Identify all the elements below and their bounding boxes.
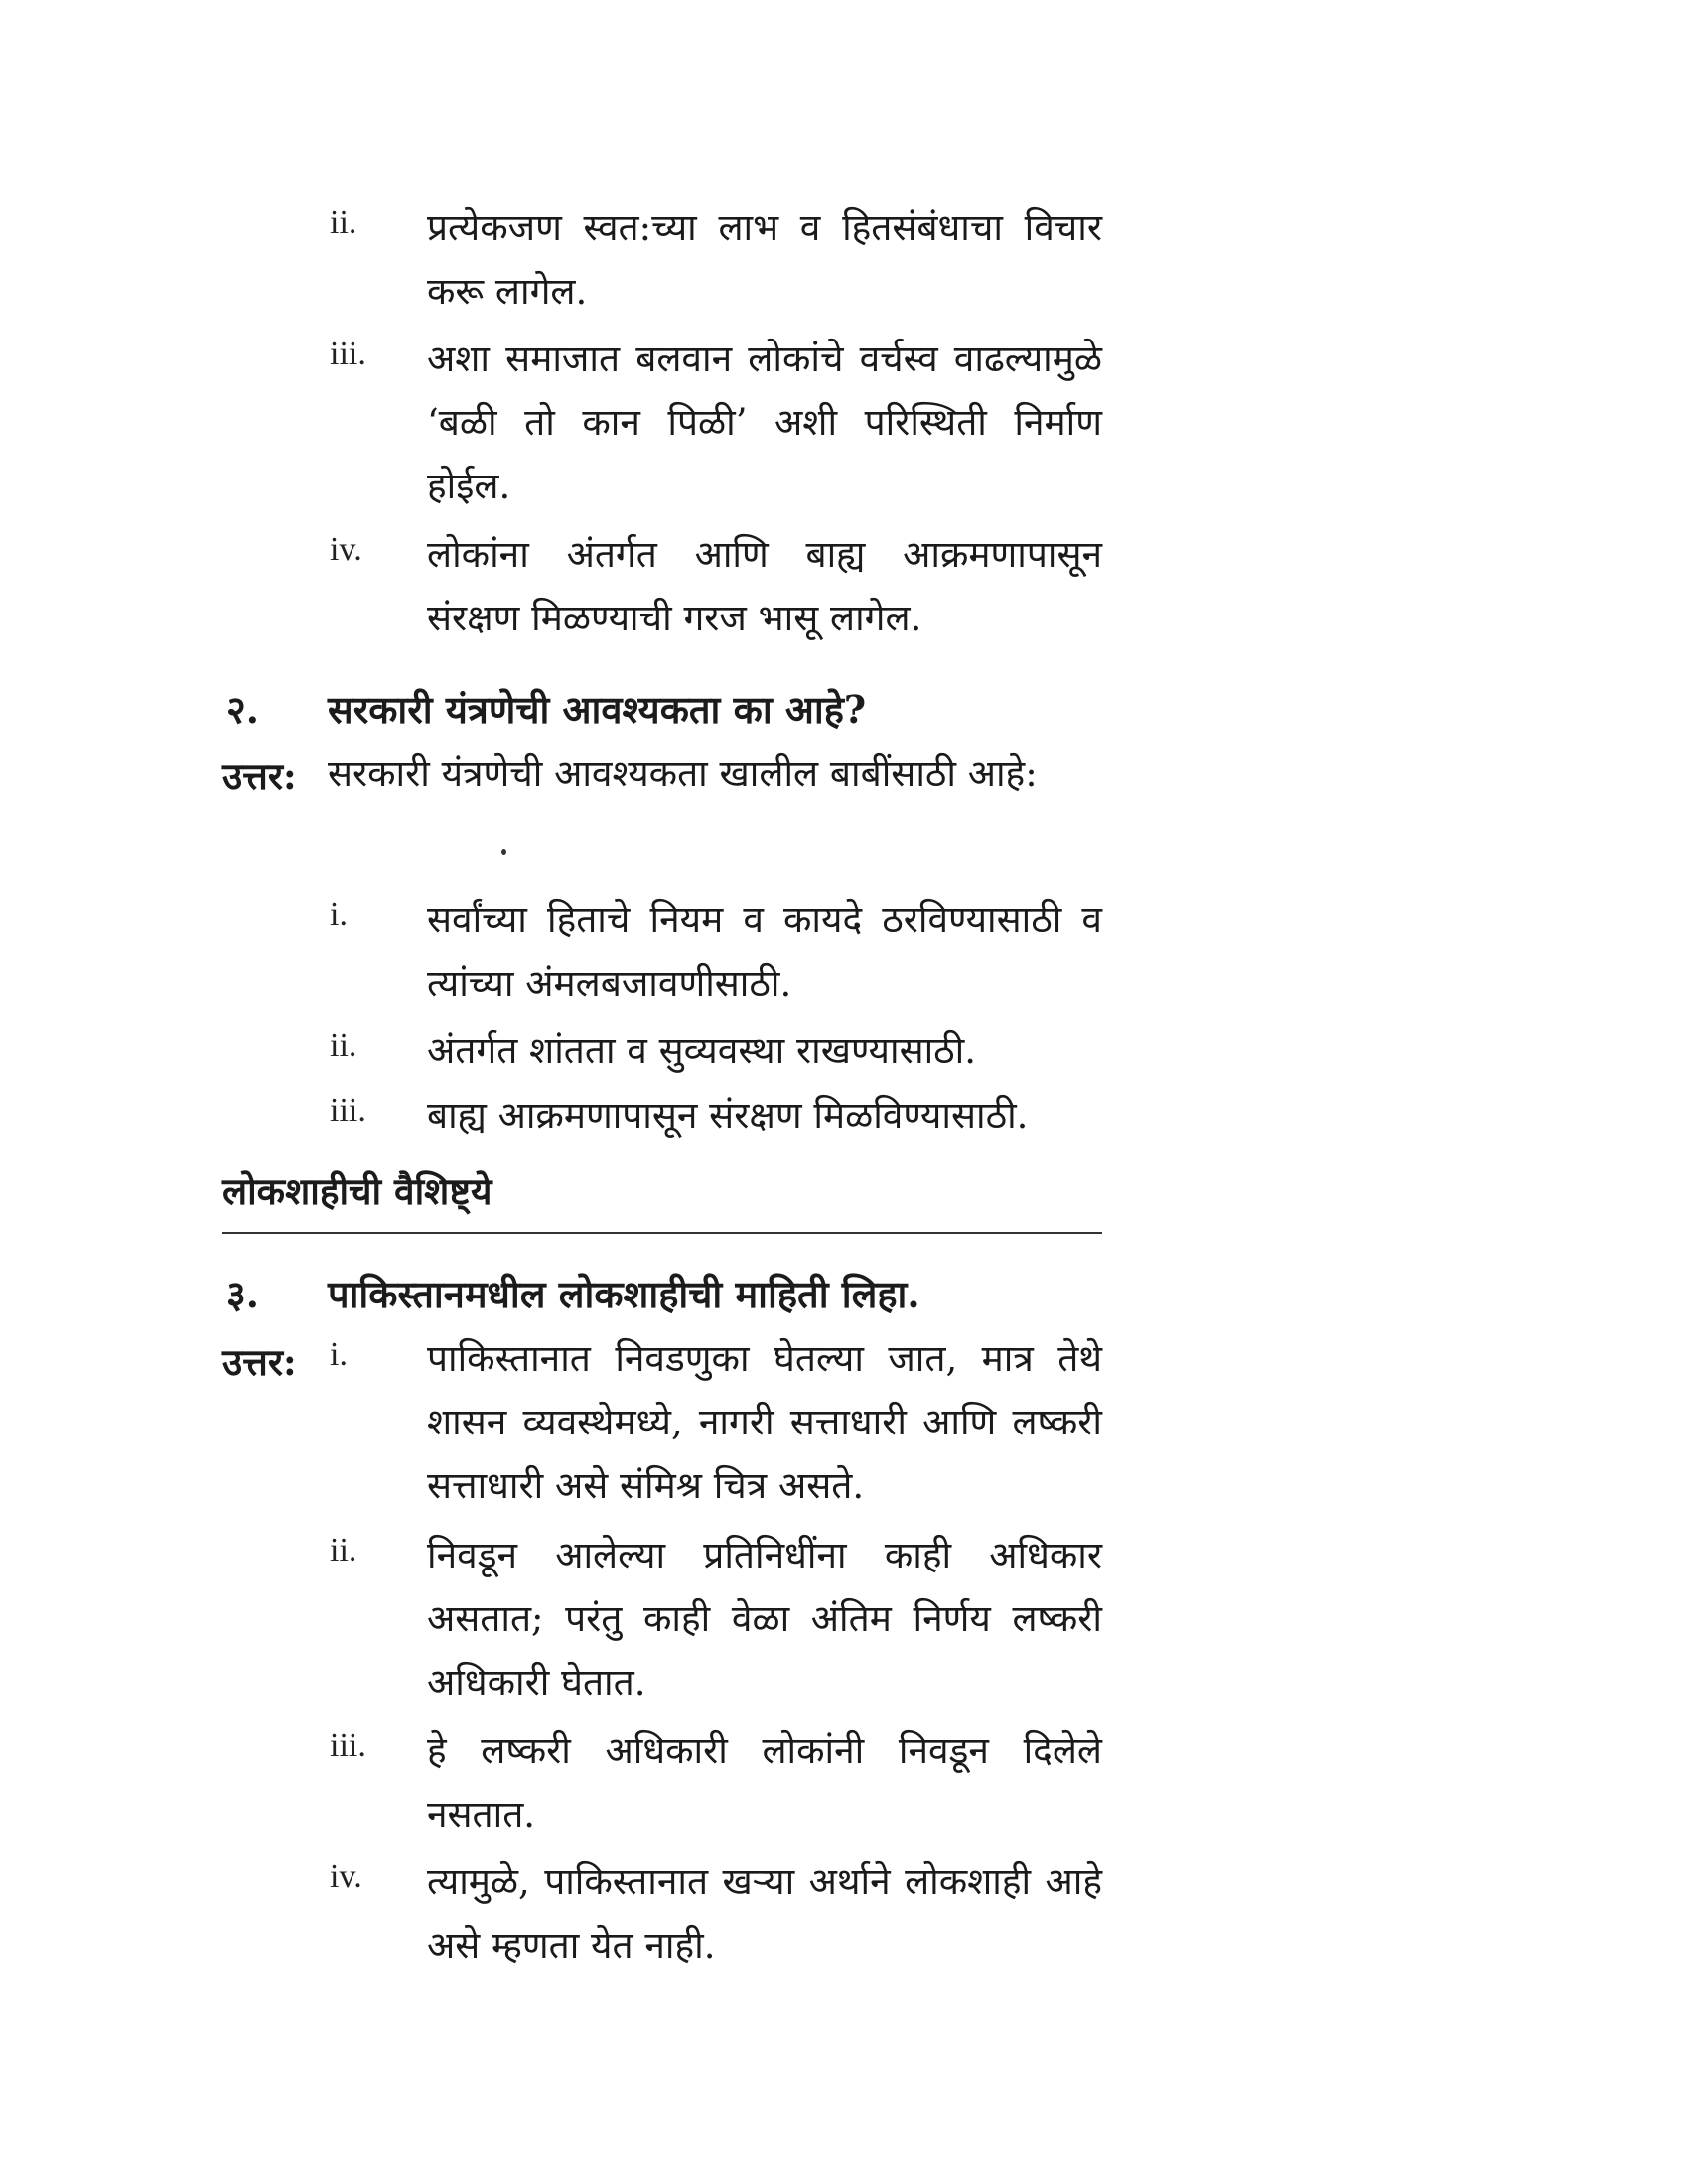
question-number: २. xyxy=(226,687,259,732)
section-heading: लोकशाहीची वैशिष्ट्ये xyxy=(222,1169,492,1213)
list-number: iii. xyxy=(330,336,366,372)
answer-label: उत्तर: xyxy=(222,754,297,798)
answer-point-text: बाह्य आक्रमणापासून संरक्षण मिळविण्यासाठी. xyxy=(427,1094,1029,1137)
question-text: पाकिस्तानमधील लोकशाहीची माहिती लिहा. xyxy=(328,1272,920,1316)
answer-intro: सरकारी यंत्रणेची आवश्यकता खालील बाबींसाठी आहे: xyxy=(328,752,1038,795)
list-item-text: अशा समाजात बलवान लोकांचे वर्चस्व वाढल्यामुळे ‘बळी तो कान पिळी’ अशी परिस्थिती निर्माण होईल. xyxy=(427,338,1102,507)
list-number: i. xyxy=(330,896,348,933)
list-number: iv. xyxy=(330,531,362,568)
list-number: ii. xyxy=(330,205,357,241)
answer-point-text: निवडून आलेल्या प्रतिनिधींना काही अधिकार असतात; परंतु काही वेळा अंतिम निर्णय लष्करी अधिकारी घेतात. xyxy=(427,1534,1102,1704)
answer-point-text: हे लष्करी अधिकारी लोकांनी निवडून दिलेले नसतात. xyxy=(427,1729,1102,1836)
question-number: ३. xyxy=(226,1272,259,1316)
list-item-text: लोकांना अंतर्गत आणि बाह्य आक्रमणापासून संरक्षण मिळण्याची गरज भासू लागेल. xyxy=(427,533,1102,639)
stray-mark xyxy=(501,849,506,855)
list-number: i. xyxy=(330,1336,348,1373)
section-divider xyxy=(222,1232,1102,1234)
answer-label: उत्तर: xyxy=(222,1340,297,1384)
list-number: ii. xyxy=(330,1027,357,1064)
answer-point-text: अंतर्गत शांतता व सुव्यवस्था राखण्यासाठी. xyxy=(427,1029,977,1072)
list-item-text: प्रत्येकजण स्वत:च्या लाभ व हितसंबंधाचा विचार करू लागेल. xyxy=(427,206,1102,313)
answer-point-text: त्यामुळे, पाकिस्तानात खऱ्या अर्थाने लोकशाही आहे असे म्हणता येत नाही. xyxy=(427,1860,1102,1967)
answer-point-text: पाकिस्तानात निवडणुका घेतल्या जात, मात्र तेथे शासन व्यवस्थेमध्ये, नागरी सत्ताधारी आणि लष्करी सत्ताधारी असे संमिश्र चित्र असते. xyxy=(427,1337,1102,1507)
list-number: iv. xyxy=(330,1858,362,1895)
list-number: iii. xyxy=(330,1727,366,1764)
list-number: iii. xyxy=(330,1092,366,1129)
answer-point-text: सर्वांच्या हिताचे नियम व कायदे ठरविण्यासाठी व त्यांच्या अंमलबजावणीसाठी. xyxy=(427,898,1102,1005)
list-number: ii. xyxy=(330,1532,357,1569)
question-text: सरकारी यंत्रणेची आवश्यकता का आहे? xyxy=(328,687,867,732)
